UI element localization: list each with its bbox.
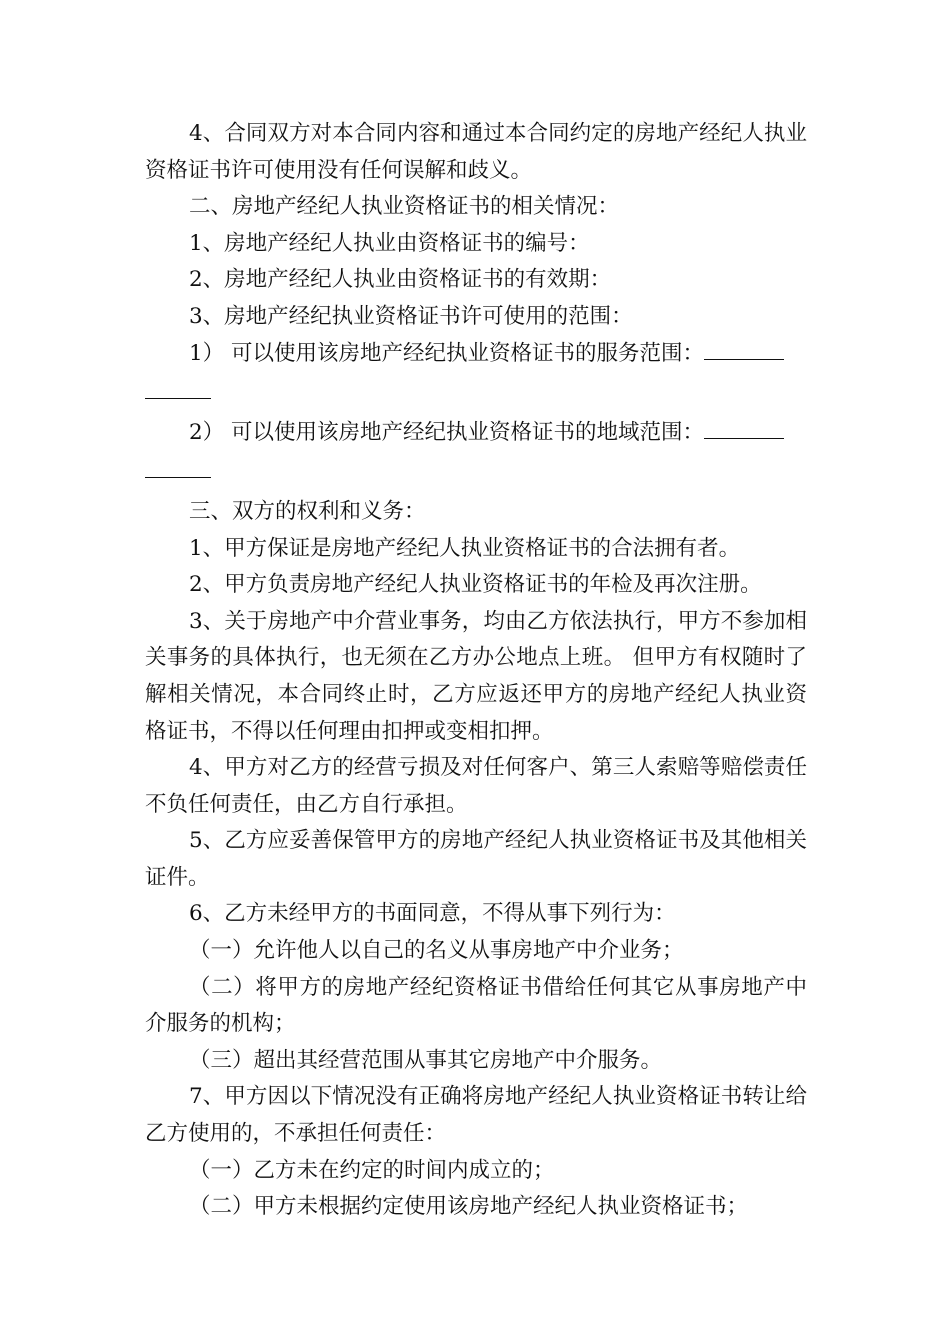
region-scope-blank: [704, 416, 784, 439]
clause-3-4: 4、甲方对乙方的经营亏损及对任何客户、第三人索赔等赔偿责任不负任何责任，由乙方自行承担。: [145, 755, 807, 817]
region-scope-blank-continued: [145, 441, 211, 478]
clause-1-4: 4、合同双方对本合同内容和通过本合同约定的房地产经纪人执业资格证书许可使用没有任何误解和歧义。: [145, 121, 807, 183]
clause-3-5: 5、乙方应妥善保管甲方的房地产经纪人执业资格证书及其他相关证件。: [145, 828, 807, 890]
service-scope-blank: [704, 337, 784, 360]
region-scope-label: 2） 可以使用该房地产经纪执业资格证书的地域范围：: [189, 419, 705, 445]
clause-3-3: 3、关于房地产中介营业事务，均由乙方依法执行，甲方不参加相关事务的具体执行，也无须在乙方办公地点上班。 但甲方有权随时了解相关情况，本合同终止时，乙方应返还甲方的房地产经纪人执业资格证书，不得以任何理由扣押或变相扣押。: [145, 608, 807, 744]
section-3-heading: 三、双方的权利和义务：: [189, 498, 426, 524]
clause-3-6-item-3: （三）超出其经营范围从事其它房地产中介服务。: [189, 1047, 663, 1073]
clause-2-2: 2、房地产经纪人执业由资格证书的有效期：: [189, 267, 612, 293]
clause-3-6-item-2: （二）将甲方的房地产经纪资格证书借给任何其它从事房地产中介服务的机构；: [145, 974, 807, 1037]
clause-3-2: 2、甲方负责房地产经纪人执业资格证书的年检及再次注册。: [189, 572, 762, 598]
clause-2-1: 1、房地产经纪人执业由资格证书的编号：: [189, 230, 590, 256]
document-body: [145, 116, 807, 1226]
service-scope-line: [145, 336, 807, 409]
clause-3-7-item-2: （二）甲方未根据约定使用该房地产经纪人执业资格证书；: [189, 1194, 749, 1220]
region-scope-line: [145, 415, 807, 488]
service-scope-label: 1） 可以使用该房地产经纪执业资格证书的服务范围：: [189, 340, 705, 366]
clause-3-6: 6、乙方未经甲方的书面同意，不得从事下列行为：: [189, 901, 676, 927]
clause-3-1: 1、甲方保证是房地产经纪人执业资格证书的合法拥有者。: [189, 535, 741, 561]
service-scope-blank-continued: [145, 362, 211, 399]
clause-3-7: 7、甲方因以下情况没有正确将房地产经纪人执业资格证书转让给乙方使用的，不承担任何责任：: [145, 1084, 807, 1147]
clause-3-6-item-1: （一）允许他人以自己的名义从事房地产中介业务；: [189, 938, 684, 964]
clause-3-7-item-1: （一）乙方未在约定的时间内成立的；: [189, 1157, 555, 1183]
section-2-heading: 二、房地产经纪人执业资格证书的相关情况：: [189, 194, 620, 220]
clause-2-3: 3、房地产经纪执业资格证书许可使用的范围：: [189, 303, 633, 329]
